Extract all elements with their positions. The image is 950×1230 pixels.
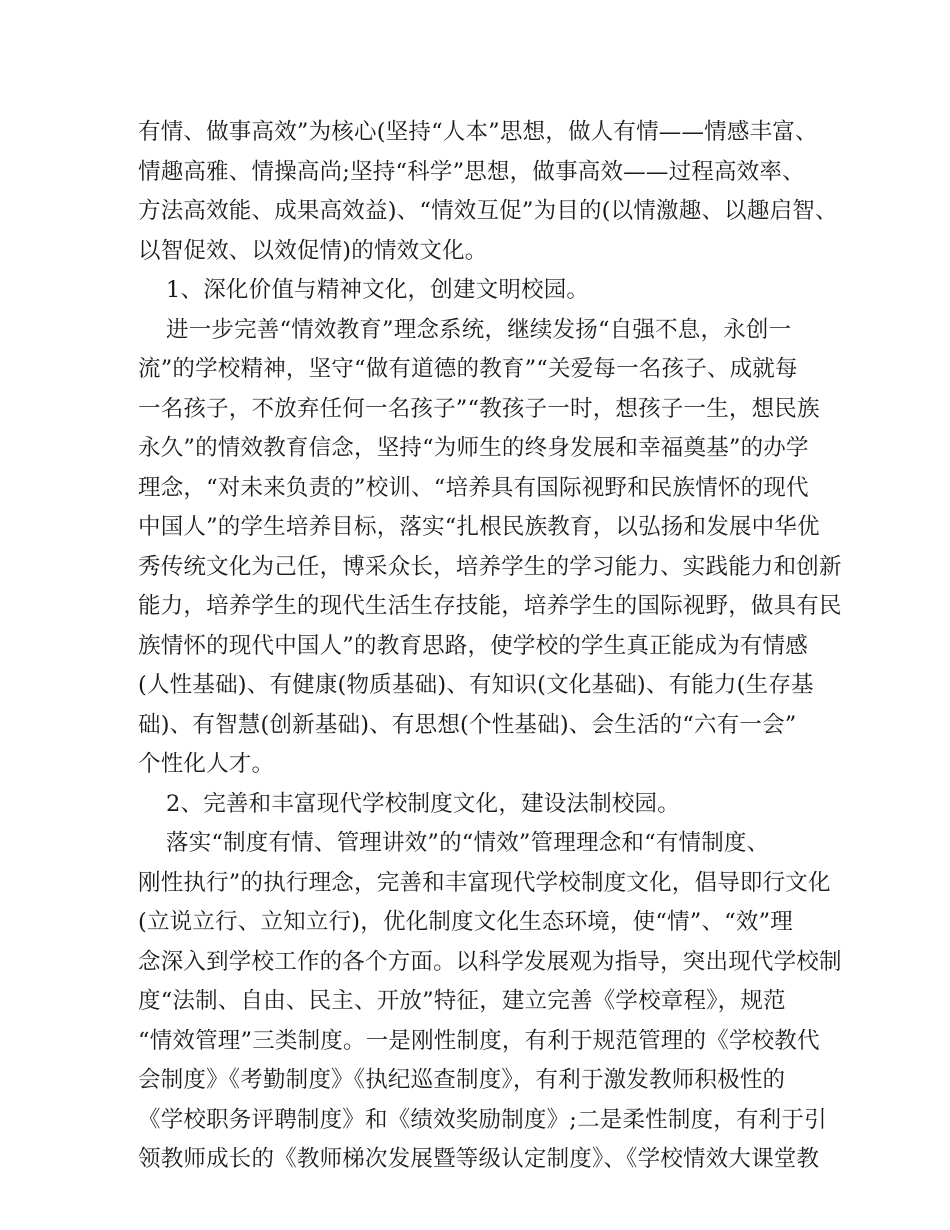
text-line: 流”的学校精神，坚守“做有道德的教育”“关爱每一名孩子、成就每 — [138, 356, 798, 382]
text-line: 念深入到学校工作的各个方面。以科学发展观为指导，突出现代学校制 — [138, 948, 842, 975]
section-heading: 1、深化价值与精神文化，创建文明校园。 — [166, 277, 590, 303]
text-line: 理念，“对未来负责的”校训、“培养具有国际视野和民族情怀的现代 — [138, 474, 809, 501]
text-line: 础)、有智慧(创新基础)、有思想(个性基础)、会生活的“六有一会” — [138, 711, 797, 738]
text-line: 《学校职务评聘制度》和《绩效奖励制度》;二是柔性制度，有利于引 — [138, 1106, 827, 1133]
text-line: 一名孩子，不放弃任何一名孩子”“教孩子一时，想孩子一生，想民族 — [138, 395, 820, 422]
text-line: 领教师成长的《教师梯次发展暨等级认定制度》、《学校情效大课堂教 — [138, 1146, 820, 1172]
text-line: 能力，培养学生的现代生活生存技能，培养学生的国际视野，做具有民 — [138, 593, 842, 619]
text-line: 刚性执行”的执行理念，完善和丰富现代学校制度文化，倡导即行文化 — [138, 869, 831, 896]
text-line: 秀传统文化为己任，博采众长，培养学生的学习能力、实践能力和创新 — [138, 553, 842, 580]
paragraph-first-line: 落实“制度有情、管理讲效”的“情效”管理理念和“有情制度、 — [166, 830, 770, 856]
text-line: 族情怀的现代中国人”的教育思路，使学校的学生真正能成为有情感 — [138, 632, 809, 659]
text-line: 会制度》《考勤制度》《执纪巡查制度》，有利于激发教师积极性的 — [138, 1067, 786, 1093]
text-line: 个性化人才。 — [138, 751, 275, 777]
section-heading: 2、完善和丰富现代学校制度文化，建设法制校园。 — [166, 790, 680, 817]
text-line: 以智促效、以效促情)的情效文化。 — [138, 237, 488, 264]
document-body — [138, 113, 842, 1180]
text-line: 中国人”的学生培养目标，落实“扎根民族教育，以弘扬和发展中华优 — [138, 514, 820, 540]
paragraph-first-line: 进一步完善“情效教育”理念系统，继续发扬“自强不息，永创一 — [166, 316, 792, 343]
text-line: “情效管理”三类制度。一是刚性制度，有利于规范管理的《学校教代 — [138, 1027, 820, 1054]
text-line: 永久”的情效教育信念，坚持“为师生的终身发展和幸福奠基”的办学 — [138, 435, 809, 461]
text-line: (人性基础)、有健康(物质基础)、有知识(文化基础)、有能力(生存基 — [138, 672, 814, 698]
text-line: 有情、做事高效”为核心(坚持“人本”思想，做人有情——情感丰富、 — [138, 119, 818, 145]
text-line: (立说立行、立知立行)，优化制度文化生态环境，使“情”、“效”理 — [138, 909, 793, 935]
text-line: 方法高效能、成果高效益)、“情效互促”为目的(以情激趣、以趣启智、 — [138, 198, 838, 224]
text-line: 情趣高雅、情操高尚;坚持“科学”思想，做事高效——过程高效率、 — [138, 158, 805, 185]
text-line: 度“法制、自由、民主、开放”特征，建立完善《学校章程》，规范 — [138, 988, 786, 1014]
